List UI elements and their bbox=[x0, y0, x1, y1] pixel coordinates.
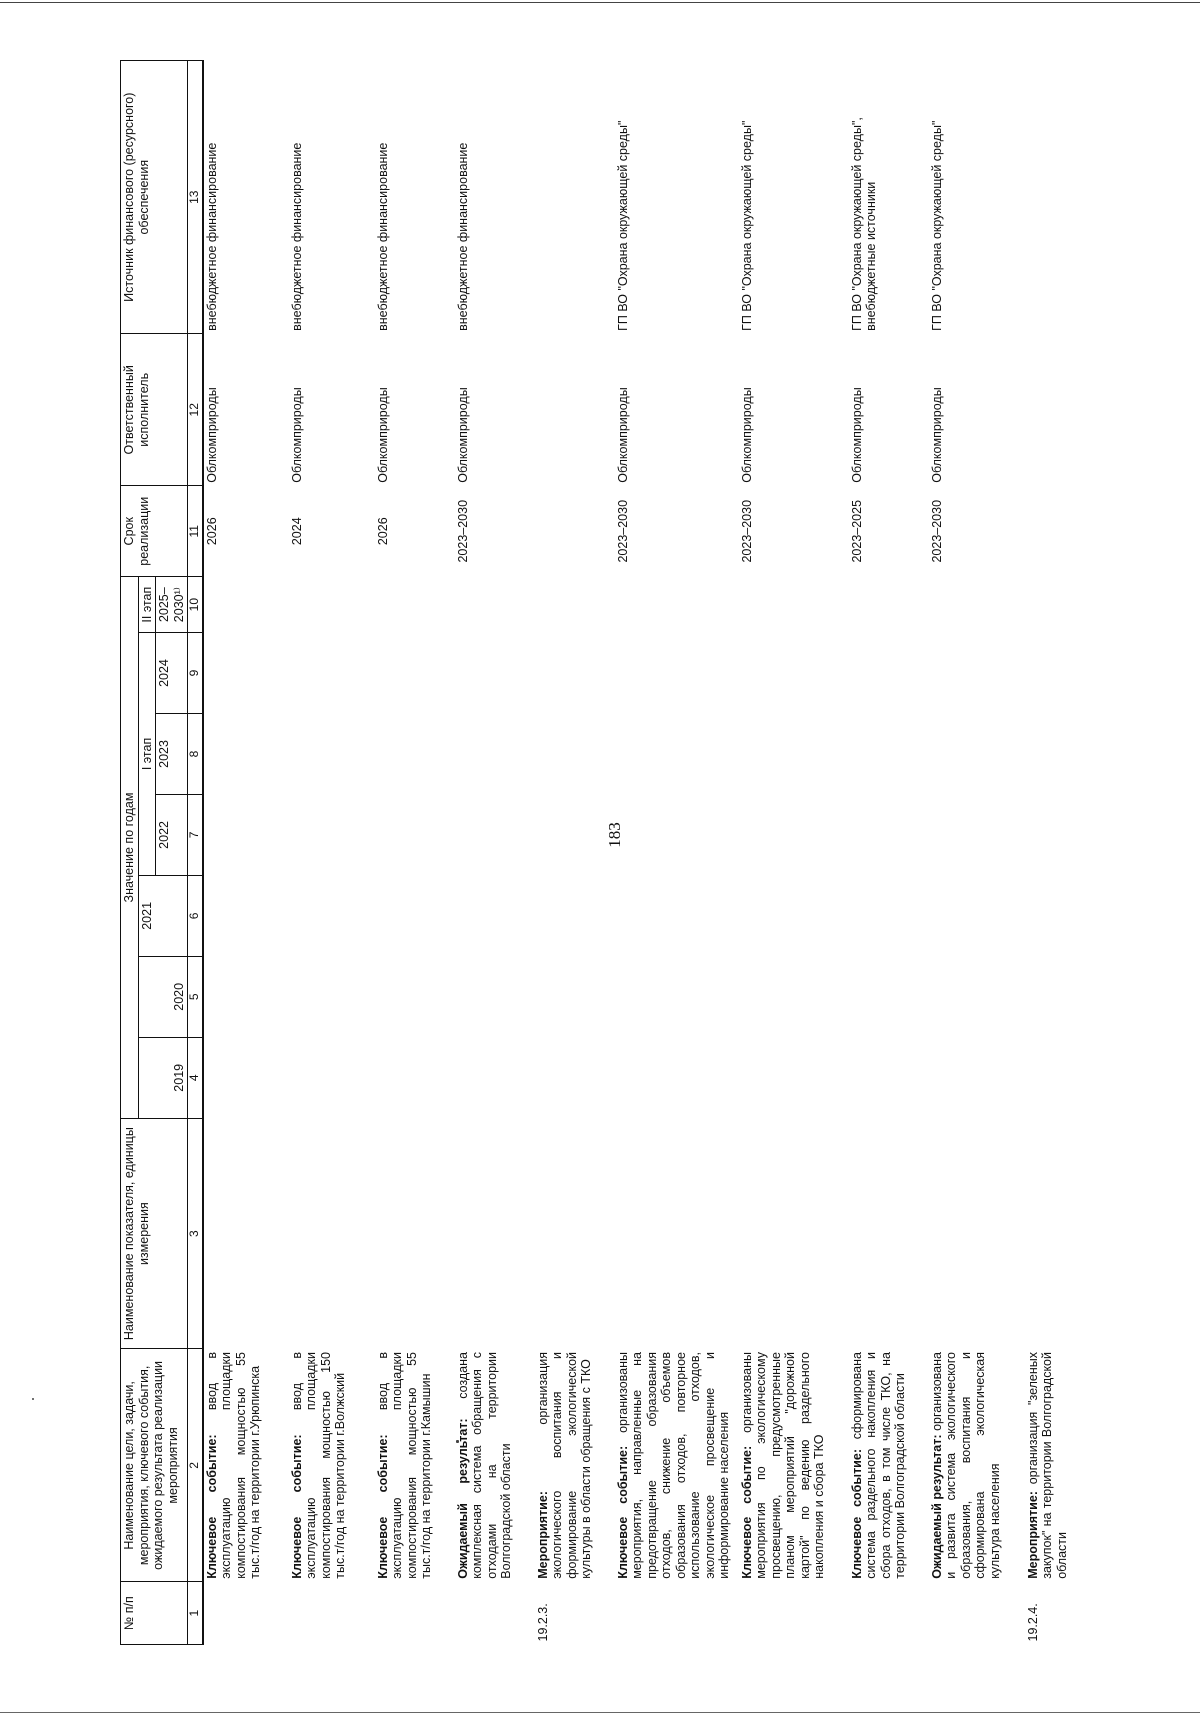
table-row bbox=[615, 61, 739, 1645]
header-indicator: Наименование показателя, единицы измерения bbox=[121, 1118, 188, 1349]
header-stage-2: II этап bbox=[138, 577, 156, 633]
row-label: Мероприятие: bbox=[535, 1491, 550, 1579]
row-deadline bbox=[535, 486, 615, 577]
scan-speck bbox=[32, 1398, 34, 1400]
header-stage-1: I этап bbox=[138, 633, 156, 876]
row-deadline: 2023–2030 bbox=[739, 499, 754, 563]
table-row bbox=[455, 61, 535, 1645]
row-deadline: 2026 bbox=[375, 517, 390, 546]
column-number: 5 bbox=[188, 956, 203, 1037]
table-row bbox=[203, 61, 289, 1645]
header-year-2021: 2021 bbox=[138, 875, 188, 956]
column-number: 6 bbox=[188, 875, 203, 956]
row-executor: Облкомприроды bbox=[375, 387, 390, 483]
row-text: организация "зеленых закупок" на территории Волгоградской области bbox=[1025, 1352, 1069, 1579]
table-row bbox=[739, 61, 849, 1645]
row-text: организованы мероприятия по экологическому просвещению, предусмотренные планом мероприятий "дорожной картой" по ведению раздельного накопления и сбора ТКО bbox=[739, 1352, 827, 1579]
row-text: организованы мероприятия, направленные на предотвращение образования отходов, снижение объемов образования отходов, повторное использование отходов, экологическое просвещение и информирование населения bbox=[615, 1352, 732, 1579]
row-label: Ключевое событие: bbox=[615, 1445, 630, 1579]
row-description bbox=[375, 1349, 455, 1582]
row-num bbox=[289, 1582, 375, 1645]
row-label: Ключевое событие: bbox=[204, 1434, 219, 1579]
header-executor: Ответственный исполнитель bbox=[121, 334, 188, 486]
header-year-2023: 2023 bbox=[156, 713, 188, 794]
column-numbers-row bbox=[188, 61, 203, 1645]
row-text: сформирована система раздельного накопления и сбора отходов, в том числе ТКО, на территории Волгоградской области bbox=[849, 1352, 908, 1579]
row-source: ГП ВО "Охрана окружающей среды" bbox=[615, 120, 630, 331]
header-deadline: Срок реализации bbox=[121, 486, 188, 577]
row-executor bbox=[535, 334, 615, 486]
row-deadline bbox=[1025, 486, 1085, 577]
row-source bbox=[535, 61, 615, 334]
row-num bbox=[849, 1582, 929, 1645]
row-source: ГП ВО "Охрана окружающей среды", внебюджетные источники bbox=[849, 117, 879, 331]
row-source: ГП ВО "Охрана окружающей среды" bbox=[739, 120, 754, 331]
row-num bbox=[739, 1582, 849, 1645]
row-description bbox=[203, 1349, 289, 1582]
row-source: внебюджетное финансирование bbox=[375, 142, 390, 331]
row-deadline: 2023–2025 bbox=[849, 499, 864, 563]
row-source bbox=[1025, 61, 1085, 334]
row-description bbox=[455, 1349, 535, 1582]
table-row bbox=[535, 61, 615, 1645]
column-number: 7 bbox=[188, 794, 203, 875]
row-text: создана комплексная система обращения с отходами на территории Волгоградской области bbox=[455, 1352, 514, 1579]
row-executor: Облкомприроды bbox=[204, 387, 219, 483]
table-row bbox=[849, 61, 929, 1645]
header-source: Источник финансового (ресурсного) обеспечения bbox=[121, 61, 188, 334]
row-num bbox=[615, 1582, 739, 1645]
row-label: Ключевое событие: bbox=[289, 1434, 304, 1579]
row-label: Ключевое событие: bbox=[849, 1449, 864, 1579]
row-description bbox=[1025, 1349, 1085, 1582]
row-source: внебюджетное финансирование bbox=[204, 142, 219, 331]
row-num bbox=[203, 1582, 289, 1645]
row-text: организована и развита система экологического образования, воспитания и сформирована экологическая культура населения bbox=[929, 1352, 1002, 1579]
row-source: внебюджетное финансирование bbox=[455, 142, 470, 331]
plan-table bbox=[120, 60, 1085, 1645]
column-number: 12 bbox=[188, 334, 203, 486]
table-row bbox=[289, 61, 375, 1645]
row-label: Ожидаемый результат: bbox=[929, 1434, 944, 1579]
column-number: 11 bbox=[188, 486, 203, 577]
column-number: 1 bbox=[188, 1582, 203, 1645]
header-year-2025-2030: 2025–2030¹⁾ bbox=[156, 577, 188, 633]
row-label: Мероприятие: bbox=[1025, 1491, 1040, 1579]
row-executor: Облкомприроды bbox=[739, 387, 754, 483]
row-text: ввод в эксплуатацию площадки компостирования мощностью 150 тыс.т/год на территории г.Волжский bbox=[289, 1352, 348, 1579]
row-deadline: 2024 bbox=[289, 517, 304, 546]
column-number: 8 bbox=[188, 713, 203, 794]
row-num bbox=[929, 1582, 1025, 1645]
scan-edge-top bbox=[0, 2, 1200, 3]
column-number: 10 bbox=[188, 577, 203, 633]
row-label: Ключевое событие: bbox=[375, 1434, 390, 1579]
row-num: 19.2.3. bbox=[535, 1603, 550, 1642]
row-num: 19.2.4. bbox=[1025, 1603, 1040, 1642]
column-number: 3 bbox=[188, 1118, 203, 1349]
row-label: Ожидаемый результат: bbox=[455, 1418, 470, 1579]
row-description bbox=[929, 1349, 1025, 1582]
row-num bbox=[375, 1582, 455, 1645]
rotated-table-page bbox=[120, 60, 1120, 1645]
row-label: Ключевое событие: bbox=[739, 1445, 754, 1579]
row-executor bbox=[1025, 334, 1085, 486]
row-description bbox=[535, 1349, 615, 1582]
header-year-2024: 2024 bbox=[156, 633, 188, 714]
row-executor: Облкомприроды bbox=[929, 387, 944, 483]
table-row bbox=[1025, 61, 1085, 1645]
page-number: 183 bbox=[605, 822, 624, 848]
row-deadline: 2026 bbox=[204, 517, 219, 546]
row-text: организация экологического воспитания и формирование экологической культуры в области обращения с ТКО bbox=[535, 1352, 594, 1579]
header-year-2020: 2020 bbox=[138, 956, 188, 1037]
header-values-by-year: Значение по годам bbox=[121, 577, 139, 1118]
row-executor: Облкомприроды bbox=[455, 387, 470, 483]
row-description bbox=[739, 1349, 849, 1582]
row-num bbox=[455, 1582, 535, 1645]
column-number: 4 bbox=[188, 1037, 203, 1118]
column-number: 2 bbox=[188, 1349, 203, 1582]
row-deadline: 2023–2030 bbox=[929, 499, 944, 563]
scan-edge-bottom bbox=[0, 1712, 1200, 1713]
row-description bbox=[849, 1349, 929, 1582]
row-executor: Облкомприроды bbox=[289, 387, 304, 483]
row-description bbox=[615, 1349, 739, 1582]
row-source: ГП ВО "Охрана окружающей среды" bbox=[929, 120, 944, 331]
row-deadline: 2023–2030 bbox=[455, 499, 470, 563]
column-number: 13 bbox=[188, 61, 203, 334]
header-num: № п/п bbox=[121, 1582, 188, 1645]
header-year-2019: 2019 bbox=[138, 1037, 188, 1118]
header-name: Наименование цели, задачи, мероприятия, ключевого события, ожидаемого результата реализации мероприятия bbox=[121, 1349, 188, 1582]
row-description bbox=[289, 1349, 375, 1582]
row-source: внебюджетное финансирование bbox=[289, 142, 304, 331]
column-number: 9 bbox=[188, 633, 203, 714]
row-text: ввод в эксплуатацию площадки компостирования мощностью 55 тыс.т/год на территории г.Урюпинска bbox=[204, 1352, 263, 1579]
table-row bbox=[929, 61, 1025, 1645]
table-row bbox=[375, 61, 455, 1645]
row-deadline: 2023–2030 bbox=[615, 499, 630, 563]
header-year-2022: 2022 bbox=[156, 794, 188, 875]
row-text: ввод в эксплуатацию площадки компостирования мощностью 55 тыс.т/год на территории г.Камышин bbox=[375, 1352, 434, 1579]
row-executor: Облкомприроды bbox=[849, 387, 864, 483]
row-executor: Облкомприроды bbox=[615, 387, 630, 483]
